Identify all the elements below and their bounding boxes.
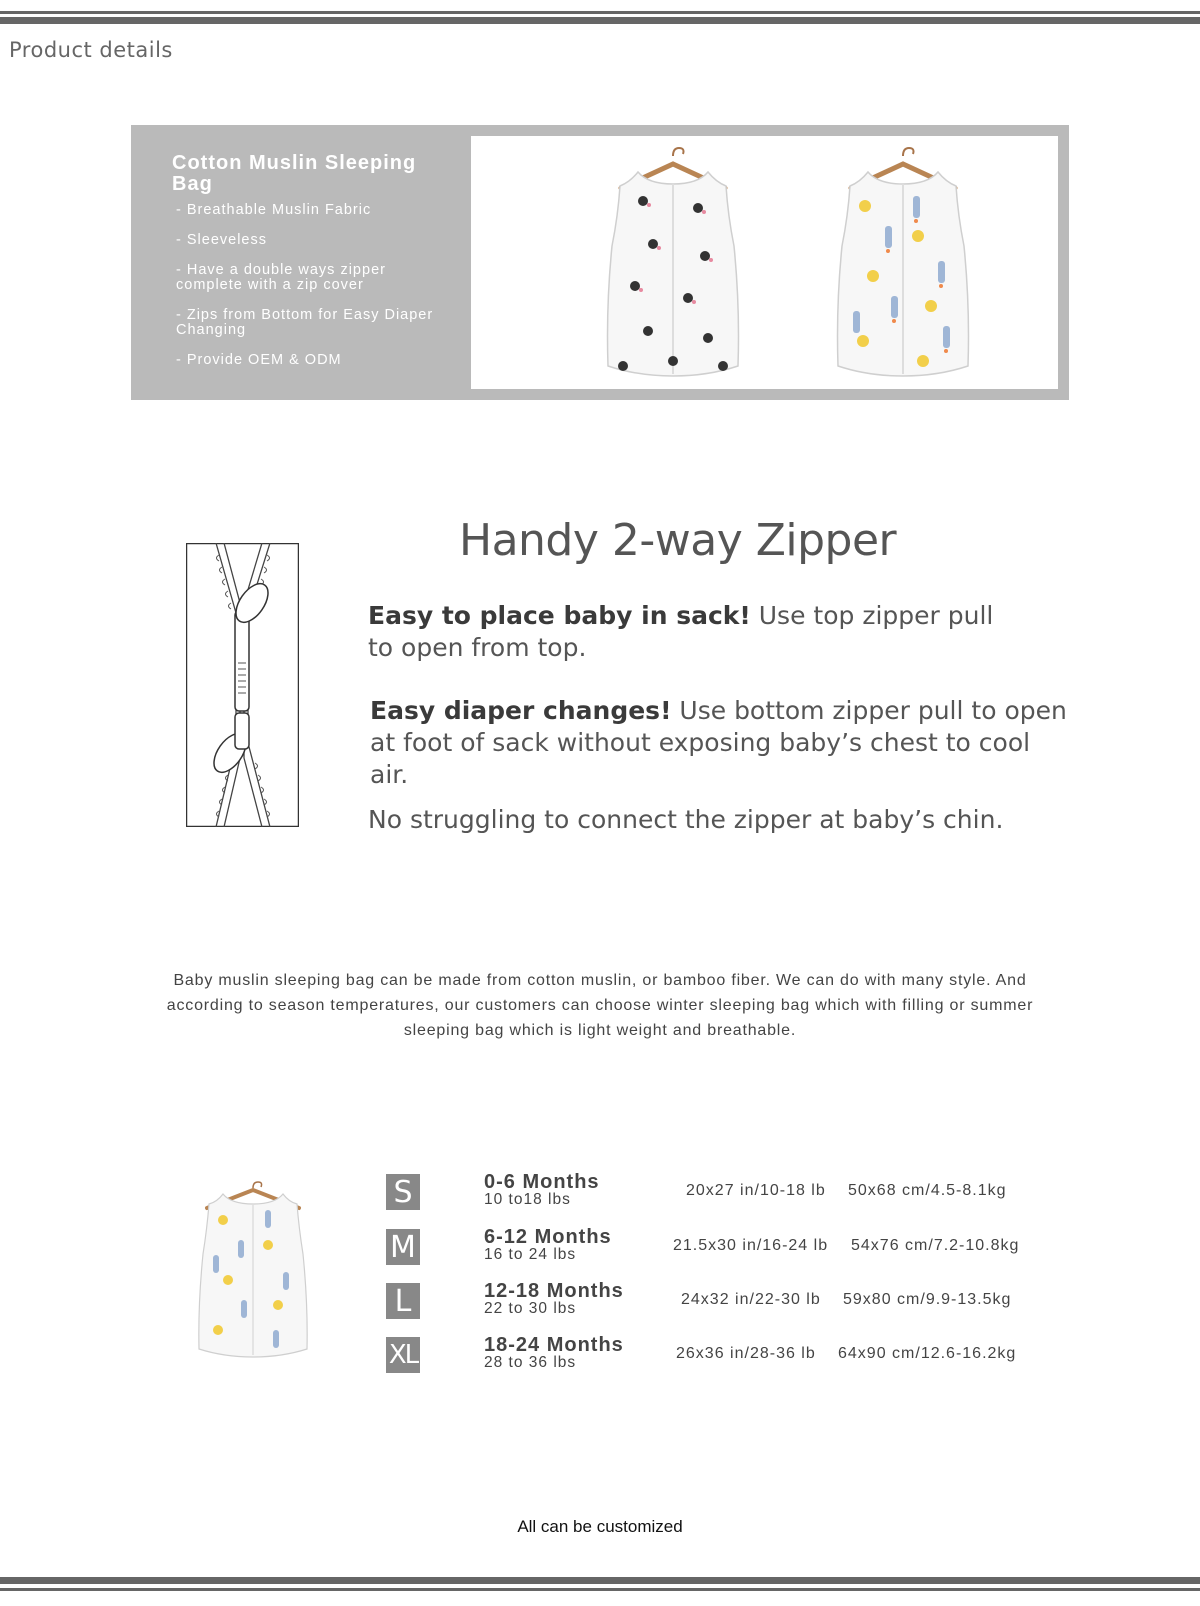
size-imperial: 24x32 in/22-30 lb bbox=[681, 1291, 821, 1308]
paragraph-emphasis: Easy diaper changes! bbox=[370, 696, 672, 725]
bottom-rule-1 bbox=[0, 1577, 1200, 1584]
feature-item: - Have a double ways zipper complete with a zip cover bbox=[176, 262, 386, 293]
size-badge: S bbox=[386, 1174, 420, 1210]
size-weight: 28 to 36 lbs bbox=[484, 1354, 577, 1371]
size-months: 12-18 Months bbox=[484, 1280, 624, 1302]
top-rule-2 bbox=[0, 17, 1200, 24]
zipper-heading: Handy 2-way Zipper bbox=[459, 515, 897, 566]
size-metric: 50x68 cm/4.5-8.1kg bbox=[848, 1182, 1007, 1199]
footer-note: All can be customized bbox=[517, 1517, 683, 1536]
size-months: 18-24 Months bbox=[484, 1334, 624, 1356]
size-weight: 22 to 30 lbs bbox=[484, 1300, 577, 1317]
size-metric: 59x80 cm/9.9-13.5kg bbox=[843, 1291, 1012, 1308]
zipper-paragraph-3: No struggling to connect the zipper at baby’s chin. bbox=[368, 805, 1004, 834]
sleeping-bag-illustration bbox=[471, 136, 1058, 389]
banner-title: Cotton Muslin Sleeping Bag bbox=[172, 152, 417, 195]
feature-item: - Zips from Bottom for Easy Diaper Changing bbox=[176, 307, 434, 338]
zipper-illustration bbox=[186, 543, 299, 827]
bottom-rule-2 bbox=[0, 1588, 1200, 1591]
product-photo bbox=[471, 136, 1058, 389]
zipper-paragraph-2 bbox=[370, 695, 1070, 791]
size-months: 0-6 Months bbox=[484, 1171, 600, 1193]
size-weight: 10 to18 lbs bbox=[484, 1191, 571, 1208]
product-description: Baby muslin sleeping bag can be made from cotton muslin, or bamboo fiber. We can do with many style. And according to season temperatures, our customers can choose winter sleeping bag which with filling or summer sleeping bag which is light weight and breathable. bbox=[166, 972, 1034, 1039]
feature-list bbox=[172, 203, 447, 368]
size-imperial: 26x36 in/28-36 lb bbox=[676, 1345, 816, 1362]
size-badge: XL bbox=[386, 1337, 420, 1373]
size-imperial: 20x27 in/10-18 lb bbox=[686, 1182, 826, 1199]
feature-item: - Breathable Muslin Fabric bbox=[176, 202, 372, 218]
paragraph-text: Use top zipper pull to open from top. bbox=[368, 601, 994, 662]
paragraph-text: Use bottom zipper pull to open at foot of sack without exposing baby’s chest to cool air. bbox=[370, 696, 1067, 789]
size-row-xl bbox=[0, 1334, 1200, 1377]
size-badge: L bbox=[386, 1283, 420, 1319]
size-weight: 16 to 24 lbs bbox=[484, 1246, 577, 1263]
zipper-paragraph-1 bbox=[368, 600, 1008, 664]
top-rule-1 bbox=[0, 11, 1200, 14]
banner-text bbox=[172, 153, 447, 383]
size-metric: 64x90 cm/12.6-16.2kg bbox=[838, 1345, 1017, 1362]
paragraph-emphasis: Easy to place baby in sack! bbox=[368, 601, 751, 630]
size-months: 6-12 Months bbox=[484, 1226, 612, 1248]
section-title: Product details bbox=[9, 38, 173, 62]
size-row-m bbox=[0, 1226, 1200, 1269]
size-badge: M bbox=[386, 1229, 420, 1265]
size-imperial: 21.5x30 in/16-24 lb bbox=[673, 1237, 829, 1254]
product-banner bbox=[131, 125, 1069, 400]
size-row-s bbox=[0, 1171, 1200, 1214]
zipper-icon bbox=[186, 543, 299, 827]
size-row-l bbox=[0, 1280, 1200, 1323]
feature-item: - Sleeveless bbox=[176, 232, 267, 248]
feature-item: - Provide OEM & ODM bbox=[176, 352, 342, 368]
size-metric: 54x76 cm/7.2-10.8kg bbox=[851, 1237, 1020, 1254]
